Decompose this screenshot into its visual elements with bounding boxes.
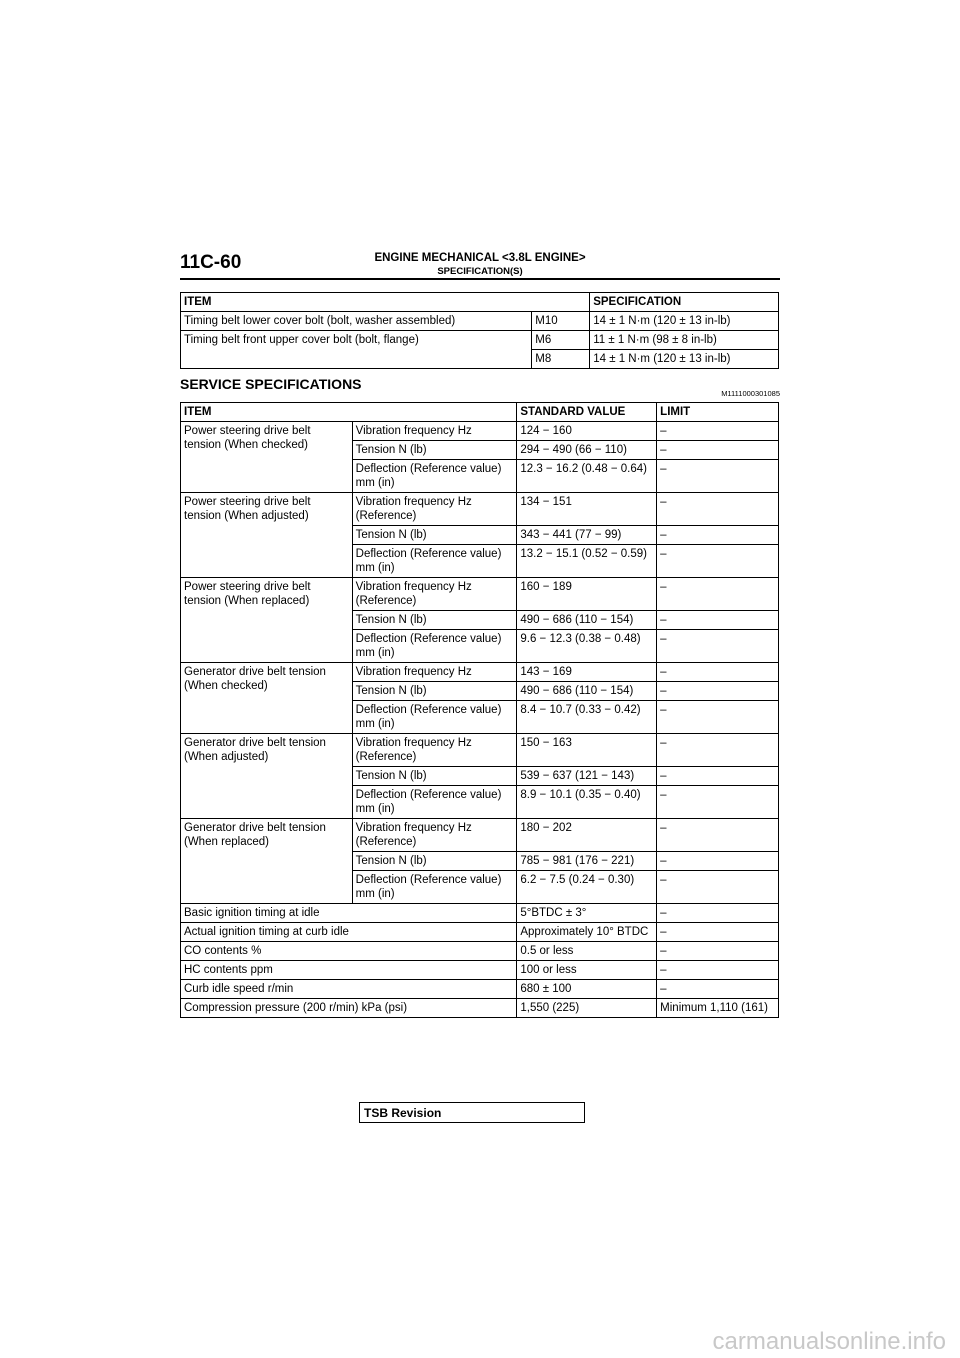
limit-cell: –	[657, 441, 779, 460]
standard-cell: 12.3 − 16.2 (0.48 − 0.64)	[517, 460, 657, 493]
standard-cell: 294 − 490 (66 − 110)	[517, 441, 657, 460]
standard-cell: 160 − 189	[517, 578, 657, 611]
standard-cell: 6.2 − 7.5 (0.24 − 0.30)	[517, 871, 657, 904]
limit-cell: –	[657, 460, 779, 493]
size-cell: M8	[532, 350, 590, 369]
table-row	[181, 493, 779, 526]
table-row	[181, 422, 779, 441]
standard-cell: 8.4 − 10.7 (0.33 − 0.42)	[517, 701, 657, 734]
standard-cell: 5°BTDC ± 3°	[517, 904, 657, 923]
limit-cell: –	[657, 767, 779, 786]
sub-item-cell: Tension N (lb)	[352, 611, 517, 630]
standard-cell: 143 − 169	[517, 663, 657, 682]
spec-cell: 14 ± 1 N·m (120 ± 13 in-lb)	[590, 312, 779, 331]
page-number: 11C-60	[180, 252, 242, 273]
limit-cell: –	[657, 663, 779, 682]
header-item: ITEM	[181, 403, 517, 422]
limit-cell: –	[657, 734, 779, 767]
table-row	[181, 923, 779, 942]
limit-cell: –	[657, 852, 779, 871]
standard-cell: 343 − 441 (77 − 99)	[517, 526, 657, 545]
size-cell: M6	[532, 331, 590, 350]
table-row	[181, 578, 779, 611]
table-row	[181, 942, 779, 961]
sub-item-cell: Tension N (lb)	[352, 526, 517, 545]
limit-cell: –	[657, 493, 779, 526]
sub-item-cell: Vibration frequency Hz (Reference)	[352, 819, 517, 852]
standard-cell: Approximately 10° BTDC	[517, 923, 657, 942]
limit-cell: –	[657, 980, 779, 999]
tightening-spec-table	[180, 292, 779, 369]
spec-cell: 11 ± 1 N·m (98 ± 8 in-lb)	[590, 331, 779, 350]
header-limit: LIMIT	[657, 403, 779, 422]
tsb-revision-box: TSB Revision	[359, 1102, 585, 1123]
limit-cell: –	[657, 961, 779, 980]
limit-cell: –	[657, 904, 779, 923]
table-row	[181, 734, 779, 767]
table-row	[181, 331, 779, 350]
limit-cell: –	[657, 611, 779, 630]
table-row	[181, 663, 779, 682]
header-item: ITEM	[181, 293, 590, 312]
limit-cell: –	[657, 422, 779, 441]
limit-cell: –	[657, 578, 779, 611]
limit-cell: –	[657, 923, 779, 942]
item-cell: Timing belt lower cover bolt (bolt, washer assembled)	[181, 312, 532, 331]
sub-item-cell: Vibration frequency Hz	[352, 663, 517, 682]
item-cell: Timing belt front upper cover bolt (bolt, flange)	[181, 331, 532, 369]
table-row	[181, 819, 779, 852]
sub-item-cell: Vibration frequency Hz	[352, 422, 517, 441]
section-code: M1111000301085	[721, 389, 780, 398]
table-header-row	[181, 293, 779, 312]
item-cell: Generator drive belt tension (When replaced)	[181, 819, 353, 904]
standard-cell: 100 or less	[517, 961, 657, 980]
item-cell: Curb idle speed r/min	[181, 980, 517, 999]
header-rule	[180, 278, 780, 280]
limit-cell: –	[657, 819, 779, 852]
standard-cell: 490 − 686 (110 − 154)	[517, 682, 657, 701]
limit-cell: –	[657, 526, 779, 545]
table-row	[181, 980, 779, 999]
watermark: carmanualsonline.info	[712, 1328, 946, 1355]
limit-cell: –	[657, 545, 779, 578]
standard-cell: 150 − 163	[517, 734, 657, 767]
sub-item-cell: Vibration frequency Hz (Reference)	[352, 493, 517, 526]
item-cell: HC contents ppm	[181, 961, 517, 980]
item-cell: Compression pressure (200 r/min) kPa (psi)	[181, 999, 517, 1018]
sub-item-cell: Deflection (Reference value) mm (in)	[352, 545, 517, 578]
standard-cell: 124 − 160	[517, 422, 657, 441]
standard-cell: 13.2 − 15.1 (0.52 − 0.59)	[517, 545, 657, 578]
table-row	[181, 999, 779, 1018]
item-cell: Generator drive belt tension (When checked)	[181, 663, 353, 734]
sub-item-cell: Vibration frequency Hz (Reference)	[352, 578, 517, 611]
item-cell: Basic ignition timing at idle	[181, 904, 517, 923]
standard-cell: 539 − 637 (121 − 143)	[517, 767, 657, 786]
standard-cell: 1,550 (225)	[517, 999, 657, 1018]
sub-item-cell: Tension N (lb)	[352, 441, 517, 460]
header-standard-value: STANDARD VALUE	[517, 403, 657, 422]
header-subtitle: SPECIFICATION(S)	[437, 266, 523, 277]
sub-item-cell: Deflection (Reference value) mm (in)	[352, 786, 517, 819]
limit-cell: Minimum 1,110 (161)	[657, 999, 779, 1018]
standard-cell: 0.5 or less	[517, 942, 657, 961]
limit-cell: –	[657, 871, 779, 904]
limit-cell: –	[657, 630, 779, 663]
limit-cell: –	[657, 682, 779, 701]
sub-item-cell: Tension N (lb)	[352, 682, 517, 701]
table-header-row	[181, 403, 779, 422]
standard-cell: 180 − 202	[517, 819, 657, 852]
item-cell: Power steering drive belt tension (When checked)	[181, 422, 353, 493]
section-title: SERVICE SPECIFICATIONS	[180, 376, 362, 392]
sub-item-cell: Vibration frequency Hz (Reference)	[352, 734, 517, 767]
item-cell: Power steering drive belt tension (When replaced)	[181, 578, 353, 663]
standard-cell: 680 ± 100	[517, 980, 657, 999]
sub-item-cell: Deflection (Reference value) mm (in)	[352, 871, 517, 904]
size-cell: M10	[532, 312, 590, 331]
sub-item-cell: Deflection (Reference value) mm (in)	[352, 701, 517, 734]
spec-cell: 14 ± 1 N·m (120 ± 13 in-lb)	[590, 350, 779, 369]
limit-cell: –	[657, 942, 779, 961]
table-row	[181, 904, 779, 923]
sub-item-cell: Deflection (Reference value) mm (in)	[352, 460, 517, 493]
item-cell: Actual ignition timing at curb idle	[181, 923, 517, 942]
standard-cell: 490 − 686 (110 − 154)	[517, 611, 657, 630]
standard-cell: 785 − 981 (176 − 221)	[517, 852, 657, 871]
item-cell: Power steering drive belt tension (When adjusted)	[181, 493, 353, 578]
sub-item-cell: Deflection (Reference value) mm (in)	[352, 630, 517, 663]
limit-cell: –	[657, 786, 779, 819]
sub-item-cell: Tension N (lb)	[352, 767, 517, 786]
service-spec-table	[180, 402, 779, 1018]
header-title: ENGINE MECHANICAL <3.8L ENGINE>	[374, 252, 586, 264]
standard-cell: 134 − 151	[517, 493, 657, 526]
standard-cell: 9.6 − 12.3 (0.38 − 0.48)	[517, 630, 657, 663]
item-cell: CO contents %	[181, 942, 517, 961]
standard-cell: 8.9 − 10.1 (0.35 − 0.40)	[517, 786, 657, 819]
sub-item-cell: Tension N (lb)	[352, 852, 517, 871]
table-row	[181, 961, 779, 980]
limit-cell: –	[657, 701, 779, 734]
item-cell: Generator drive belt tension (When adjusted)	[181, 734, 353, 819]
table-row	[181, 312, 779, 331]
header-specification: SPECIFICATION	[590, 293, 779, 312]
